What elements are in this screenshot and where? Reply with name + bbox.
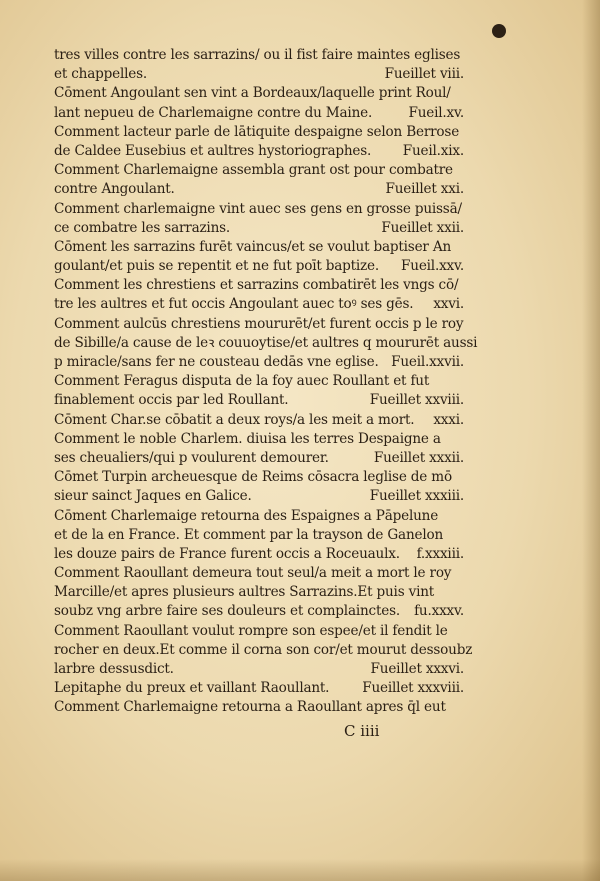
toc-line: Comment Charlemaigne retourna a Raoullant apres q̄l eut <box>54 699 446 716</box>
toc-line: Cōment les sarrazins furēt vaincus/et se voulut baptiser An <box>54 238 452 255</box>
toc-line: rocher en deux.Et comme il corna son cor/et mourut dessoubz <box>54 641 473 658</box>
table-of-contents <box>54 46 478 742</box>
page-edge-shadow <box>582 0 600 881</box>
toc-line: Comment lacteur parle de lātiquite despaigne selon Berrose <box>54 123 460 140</box>
toc-line: Comment Feragus disputa de la foy auec Roullant et fut <box>54 373 430 390</box>
toc-line: finablement occis par led Roullant. Fueillet xxviii. <box>54 392 464 409</box>
toc-line: soubz vng arbre faire ses douleurs et complainctes. fu.xxxv. <box>54 603 464 620</box>
signature-mark: C iiii <box>344 721 380 740</box>
toc-line: Comment les chrestiens et sarrazins combatirēt les vngs cō/ <box>54 277 459 294</box>
toc-line: Comment Charlemaigne assembla grant ost pour combatre <box>54 162 453 179</box>
toc-line: goulant/et puis se repentit et ne fut poīt baptize. Fueil.xxv. <box>54 258 464 275</box>
toc-line: Marcille/et apres plusieurs aultres Sarrazins.Et puis vint <box>54 584 435 601</box>
toc-line: de Caldee Eusebius et aultres hystoriographes. Fueil.xix. <box>54 142 464 159</box>
toc-line: et chappelles. Fueillet viii. <box>54 66 464 83</box>
toc-line: Cōment Char.se cōbatit a deux roys/a les meit a mort. xxxi. <box>54 411 464 428</box>
toc-line: tre les aultres et fut occis Angoulant auec toꝰ ses gēs. xxvi. <box>54 296 464 313</box>
toc-line: et de la en France. Et comment par la trayson de Ganelon <box>54 526 444 543</box>
page-bottom-shadow <box>0 859 600 881</box>
toc-line: tres villes contre les sarrazins/ ou il fist faire maintes eglises <box>54 47 461 63</box>
toc-line: Comment le noble Charlem. diuisa les terres Despaigne a <box>54 430 441 447</box>
toc-line: larbre dessusdict. Fueillet xxxvi. <box>54 661 464 677</box>
toc-line: Comment aulcūs chrestiens moururēt/et furent occis p le roy <box>54 315 464 332</box>
toc-line: Cōment Angoulant sen vint a Bordeaux/laquelle print Roul/ <box>54 85 451 102</box>
toc-line: ce combatre les sarrazins. Fueillet xxii. <box>54 219 464 236</box>
toc-line: Comment charlemaigne vint auec ses gens en grosse puissā/ <box>54 200 462 217</box>
binding-hole <box>492 24 506 38</box>
toc-line: lant nepueu de Charlemaigne contre du Maine. Fueil.xv. <box>54 104 464 121</box>
signature-row <box>54 720 464 742</box>
toc-line: p miracle/sans fer ne cousteau dedās vne eglise. Fueil.xxvii. <box>54 354 464 370</box>
toc-line: contre Angoulant. Fueillet xxi. <box>54 181 464 198</box>
toc-line: Cōmet Turpin archeuesque de Reims cōsacra leglise de mō <box>54 469 452 486</box>
toc-line: ses cheualiers/qui p voulurent demourer. Fueillet xxxii. <box>54 449 464 466</box>
toc-line: Lepitaphe du preux et vaillant Raoullant. Fueillet xxxviii. <box>54 680 464 697</box>
toc-line: de Sibille/a cause de leꝛ couuoytise/et aultres q moururēt aussi <box>54 334 478 351</box>
toc-line: Cōment Charlemaige retourna des Espaignes a Pāpelune <box>54 507 439 524</box>
toc-line: Comment Raoullant demeura tout seul/a meit a mort le roy <box>54 565 452 582</box>
toc-line: Comment Raoullant voulut rompre son espee/et il fendit le <box>54 622 448 639</box>
toc-line: les douze pairs de France furent occis a Roceuaulx. f.xxxiii. <box>54 545 464 562</box>
toc-line: sieur sainct Jaques en Galice. Fueillet xxxiii. <box>54 488 464 505</box>
